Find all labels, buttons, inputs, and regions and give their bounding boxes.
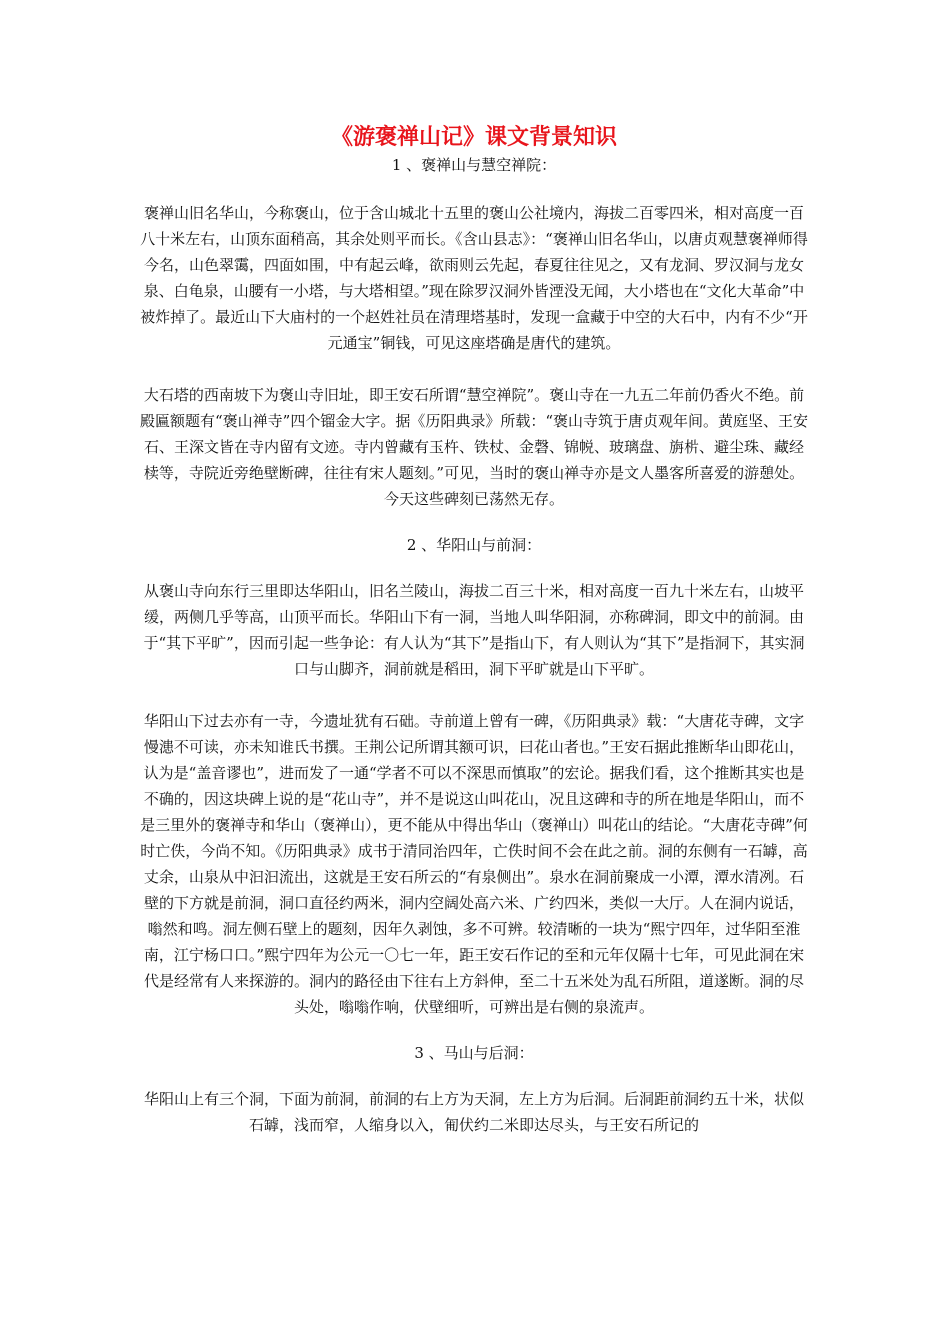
document-title: 《游褒禅山记》课文背景知识: [330, 124, 617, 150]
document-page: [140, 112, 808, 1138]
section-2-paragraph-2: 华阳山下过去亦有一寺，今遗址犹有石础。寺前道上曾有一碑，《历阳典录》载：“大唐花寺碑，文字慢漶不可读，亦未知谁氏书撰。王荆公记所谓其额可识，曰花山者也。”王安石据此推断华山即花山，认为是“盖音谬也”，进而发了一通“学者不可以不深思而慎取”的宏论。据我们看，这个推断其实也是不确的，因这块碑上说的是“花山寺”，并不是说这山叫花山，况且这碑和寺的所在地是华阳山，而不是三里外的褒禅寺和华山（褒禅山），更不能从中得出华山（褒禅山）叫花山的结论。“大唐花寺碑”何时亡佚，今尚不知。《历阳典录》成书于清同治四年，亡佚时间不会在此之前。洞的东侧有一石罅，高丈余，山泉从中汩汩流出，这就是王安石所云的“有泉侧出”。泉水在洞前聚成一小潭，潭水清冽。石壁的下方就是前洞，洞口直径约两米，洞内空阔处高六米、广约四米，类似一大厅。人在洞内说话，嗡然和鸣。洞左侧石壁上的题刻，因年久剥蚀，多不可辨。较清晰的一块为“熙宁四年，过华阳至淮南，江宁杨口口。”熙宁四年为公元一〇七一年，距王安石作记的至和元年仅隔十七年，可见此洞在宋代是经常有人来探游的。洞内的路径由下往右上方斜伸，至二十五米处为乱石所阻，道遂断。洞的尽头处，嗡嗡作响，伏壁细听，可辨出是右侧的泉流声。: [140, 712, 808, 1016]
section-1-paragraph-1: 褒禅山旧名华山，今称褒山，位于含山城北十五里的褒山公社境内，海拔二百零四米，相对高度一百八十米左右，山顶东面稍高，其余处则平而长。《含山县志》：“褒禅山旧名华山，以唐贞观慧褒禅师得今名，山色翠霭，四面如围，中有起云峰，欲雨则云先起，春夏往往见之，又有龙洞、罗汉洞与龙女泉、白龟泉，山腰有一小塔，与大塔相望。”现在除罗汉洞外皆湮没无闻，大小塔也在“文化大革命”中被炸掉了。最近山下大庙村的一个赵姓社员在清理塔基时，发现一盒藏于中空的大石中，内有不少“开元通宝”铜钱，可见这座塔确是唐代的建筑。: [140, 204, 808, 352]
section-2-heading: 2 、华阳山与前洞：: [406, 536, 542, 554]
section-3-heading: 3 、马山与后洞：: [414, 1044, 534, 1062]
section-3-paragraph-1: 华阳山上有三个洞，下面为前洞，前洞的右上方为天洞，左上方为后洞。后洞距前洞约五十米，状似石罅，浅而窄，人缩身以入，匍伏约二米即达尽头，与王安石所记的: [143, 1090, 804, 1134]
section-1-paragraph-2: 大石塔的西南坡下为褒山寺旧址，即王安石所谓“慧空禅院”。褒山寺在一九五二年前仍香火不绝。前殿匾额题有“褒山禅寺”四个镏金大字。据《历阳典录》所载：“褒山寺筑于唐贞观年间。黄庭坚、王安石、王深文皆在寺内留有文迹。寺内曾藏有玉杵、铁杖、金磬、锦帨、玻璃盘、旃㭊、避尘珠、藏经椟等，寺院近旁绝壁断碑，往往有宋人题刻。”可见，当时的褒山禅寺亦是文人墨客所喜爱的游憩处。今天这些碑刻已荡然无存。: [140, 386, 809, 508]
section-1-heading: 1 、褒禅山与慧空禅院：: [391, 156, 557, 174]
section-2-paragraph-1: 从褒山寺向东行三里即达华阳山，旧名兰陵山，海拔二百三十米，相对高度一百九十米左右，山坡平缓，两侧几乎等高，山顶平而长。华阳山下有一洞，当地人叫华阳洞，亦称碑洞，即文中的前洞。由于“其下平旷”，因而引起一些争论：有人认为“其下”是指山下，有人则认为“其下”是指洞下，其实洞口与山脚齐，洞前就是稻田，洞下平旷就是山下平旷。: [143, 582, 805, 678]
